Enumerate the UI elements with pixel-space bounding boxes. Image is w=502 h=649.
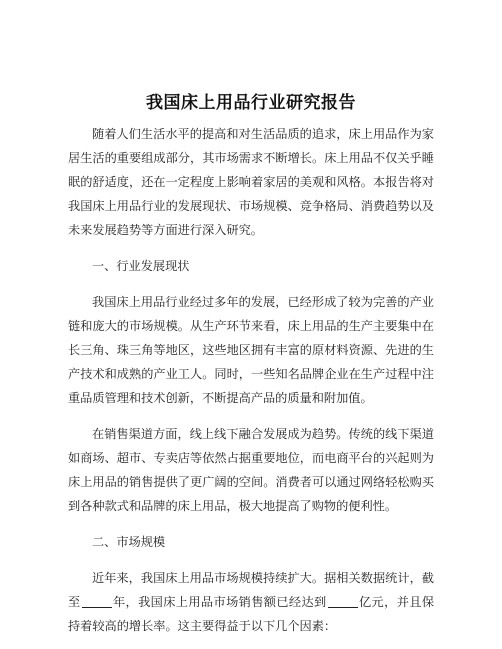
market-size-text-part-2: 年，我国床上用品市场销售额已经达到	[112, 595, 327, 609]
development-status-paragraph-1: 我国床上用品行业经过多年的发展，已经形成了较为完善的产业链和庞大的市场规模。从生产环节来看，床上用品的生产主要集中在长三角、珠三角等地区，这些地区拥有丰富的原材料资源、先进的生产技术和成熟的产业工人。同时，一些知名品牌企业在生产过程中注重品质管理和技术创新，不断提高产品的质量和附加值。	[68, 295, 434, 405]
sales-amount-blank	[328, 594, 358, 608]
development-status-paragraph-2: 在销售渠道方面，线上线下融合发展成为趋势。传统的线下渠道如商场、超市、专卖店等依然占据重要地位，而电商平台的兴起则为床上用品的销售提供了更广阔的空间。消费者可以通过网络轻松购买到各种款式和品牌的床上用品，极大地提高了购物的便利性。	[68, 427, 434, 513]
market-size-text-part-1: 近年来，我国床上用品市场规模持续扩大。据相关数据统计，截至	[68, 571, 434, 609]
section-heading-market-size: 二、市场规模	[92, 535, 166, 549]
market-size-paragraph	[68, 566, 434, 638]
year-blank	[82, 594, 112, 608]
document-title: 我国床上用品行业研究报告	[146, 93, 356, 113]
market-size-text-part-3: 亿元，并且保持着较高的增长率。这主要得益于以下几个因素：	[68, 595, 435, 633]
intro-paragraph: 随着人们生活水平的提高和对生活品质的追求，床上用品作为家居生活的重要组成部分，其市场需求不断增长。床上用品不仅关乎睡眠的舒适度，还在一定程度上影响着家居的美观和风格。本报告将对我国床上用品行业的发展现状、市场规模、竞争格局、消费趋势以及未来发展趋势等方面进行深入研究。	[68, 127, 434, 237]
section-heading-development-status: 一、行业发展现状	[92, 259, 190, 273]
